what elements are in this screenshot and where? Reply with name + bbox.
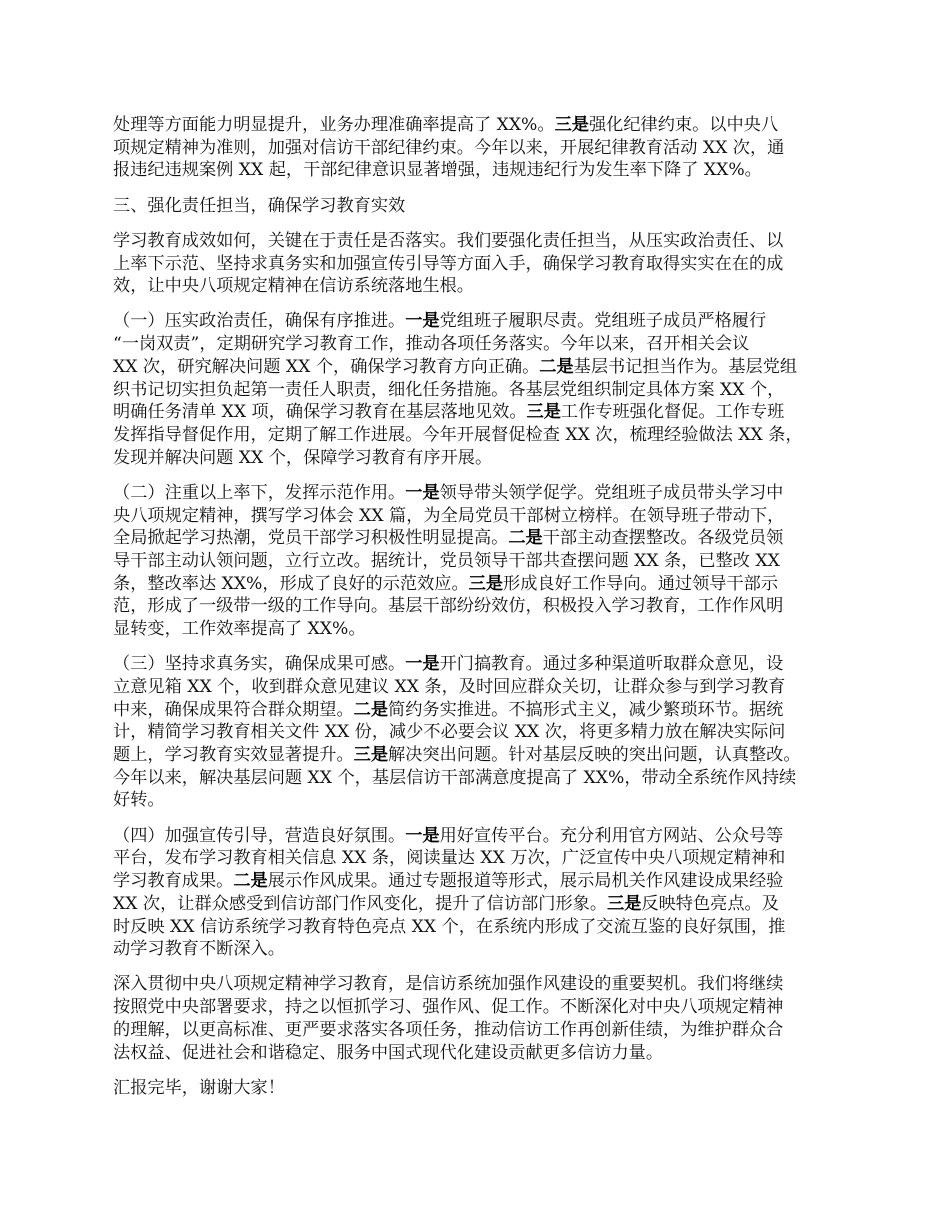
bold-keyword: 二是: [233, 871, 268, 892]
paragraph: [113, 1077, 853, 1100]
text-line: [113, 356, 853, 379]
text-line: [113, 527, 853, 550]
text-segment: 的理解，以更高标准、更严要求落实各项任务，推动信访工作再创新佳绩，为维护群众合: [113, 1019, 784, 1040]
paragraph: [113, 973, 853, 1064]
text-segment: 学习教育成效如何，关键在于责任是否落实。我们要强化责任担当，从压实政治责任、以: [113, 230, 784, 251]
text-segment: 项规定精神为准则，加强对信访干部纪律约束。今年以来，开展纪律教育活动 XX 次，通: [113, 137, 785, 158]
text-segment: 党组班子履职尽责。党组班子成员严格履行: [439, 311, 767, 332]
text-line: [113, 482, 853, 505]
text-segment: 发挥指导督促作用，定期了解工作进展。今年开展督促检查 XX 次，梳理经验做法 XX 条，: [113, 424, 803, 445]
text-line: [113, 114, 853, 137]
bold-keyword: 一是: [405, 654, 440, 675]
text-segment: 织书记切实担负起第一责任人职责，细化任务措施。各基层党组织制定具体方案 XX 个，: [113, 379, 785, 400]
text-line: [113, 424, 853, 447]
text-segment: 解决突出问题。针对基层反映的突出问题，认真整改。: [388, 745, 801, 766]
text-segment: 今年以来，解决基层问题 XX 个，基层信访干部满意度提高了 XX%，带动全系统作风持续: [113, 767, 797, 788]
text-segment: 干部主动查摆整改。各级党员领: [542, 528, 784, 549]
text-segment: 全局掀起学习热潮，党员干部学习积极性明显提高。: [113, 528, 509, 549]
text-segment: 报违纪违规案例 XX 起，干部纪律意识显著增强，违规违纪行为发生率下降了 XX%。: [113, 160, 762, 181]
text-segment: 立意见箱 XX 个，收到群众意见建议 XX 条，及时回应群众关切，让群众参与到学习教育: [113, 676, 786, 697]
text-line: [113, 870, 853, 893]
text-segment: “一岗双责”，定期研究学习教育工作，推动各项任务落实。今年以来，召开相关会议: [113, 334, 750, 355]
paragraph: [113, 310, 853, 469]
text-segment: 强化纪律约束。以中央八: [588, 115, 779, 135]
text-segment: 显转变，工作效率提高了 XX%。: [113, 619, 366, 640]
text-segment: 动学习教育不断深入。: [113, 939, 285, 960]
text-segment: 央八项规定精神，撰写学习体会 XX 篇，为全局党员干部树立榜样。在领导班子带动下，: [113, 505, 785, 526]
text-segment: XX 次，研究解决问题 XX 个，确保学习教育方向正确。: [113, 356, 540, 377]
paragraph: [113, 114, 853, 182]
text-line: [113, 847, 853, 870]
text-segment: 基层书记担当作为。基层党组: [573, 356, 798, 377]
text-line: [113, 333, 853, 356]
text-line: [113, 573, 853, 596]
bold-keyword: 一是: [405, 825, 440, 846]
text-line: [113, 505, 853, 528]
bold-keyword: 二是: [539, 356, 574, 377]
text-segment: 导干部主动认领问题，立行立改。据统计，党员领导干部共查摆问题 XX 条，已整改 XX: [113, 550, 780, 571]
text-segment: 上率下示范、坚持求真务实和加强宣传引导等方面入手，确保学习教育取得实实在在的成: [113, 253, 784, 274]
text-line: [113, 379, 853, 402]
bold-keyword: 三是: [526, 402, 561, 423]
text-segment: 法权益、促进社会和谐稳定、服务中国式现代化建设贡献更多信访力量。: [113, 1042, 664, 1063]
text-line: [113, 1042, 853, 1065]
text-segment: 展示作风成果。通过专题报道等形式，展示局机关作风建设成果经验: [267, 871, 784, 892]
text-line: [113, 825, 853, 848]
text-segment: 范，形成了一级带一级的工作导向。基层干部纷纷效仿，积极投入学习教育，工作作风明: [113, 596, 784, 617]
paragraph: [113, 482, 853, 641]
text-line: [113, 230, 853, 253]
text-line: [113, 253, 853, 276]
text-line: [113, 699, 853, 722]
paragraph: [113, 825, 853, 961]
bold-keyword: 三是: [353, 745, 389, 766]
text-segment: 汇报完毕，谢谢大家！: [113, 1077, 285, 1098]
text-line: [113, 310, 853, 333]
bold-keyword: 一是: [405, 311, 440, 332]
paragraph: [113, 230, 853, 298]
text-line: [113, 996, 853, 1019]
text-line: [113, 595, 853, 618]
text-segment: 深入贯彻中央八项规定精神学习教育，是信访系统加强作风建设的重要契机。我们将继续: [113, 974, 784, 995]
text-segment: 三、强化责任担当，确保学习教育实效: [113, 195, 406, 216]
text-line: [113, 767, 853, 790]
text-segment: （二）注重以上率下，发挥示范作用。: [113, 482, 406, 503]
text-line: [113, 275, 853, 298]
text-segment: 计，精简学习教育相关文件 XX 份，减少不必要会议 XX 次，将更多精力放在解决实际问: [113, 722, 786, 743]
text-segment: 条，整改率达 XX%，形成了良好的示范效应。: [113, 573, 469, 594]
text-line: [113, 893, 853, 916]
text-segment: 平台，发布学习教育相关信息 XX 条，阅读量达 XX 万次，广泛宣传中央八项规定精神和: [113, 848, 786, 869]
text-line: [113, 676, 853, 699]
text-segment: 效，让中央八项规定精神在信访系统落地生根。: [113, 276, 474, 297]
text-segment: 领导带头领学促学。党组班子成员带头学习中: [439, 482, 784, 503]
text-segment: 按照党中央部署要求，持之以恒抓学习、强作风、促工作。不断深化对中央八项规定精神: [113, 997, 784, 1018]
text-line: [113, 938, 853, 961]
text-line: [113, 137, 853, 160]
text-line: [113, 159, 853, 182]
bold-keyword: 三是: [468, 573, 504, 594]
text-segment: 题上，学习教育实效显著提升。: [113, 745, 354, 766]
bold-keyword: 三是: [607, 893, 642, 914]
text-segment: 处理等方面能力明显提升，业务办理准确率提高了 XX%。: [113, 115, 555, 135]
text-segment: 用好宣传平台。充分利用官方网站、公众号等: [439, 825, 784, 846]
text-line: [113, 653, 853, 676]
text-segment: 好转。: [113, 790, 165, 811]
bold-keyword: 一是: [405, 482, 440, 503]
text-segment: 明确任务清单 XX 项，确保学习教育在基层落地见效。: [113, 402, 527, 423]
text-segment: （一）压实政治责任，确保有序推进。: [113, 311, 406, 332]
text-line: [113, 1077, 853, 1100]
text-segment: 形成良好工作导向。通过领导干部示: [503, 573, 779, 594]
section-heading: [113, 195, 853, 218]
bold-keyword: 三是: [554, 115, 589, 135]
bold-keyword: 二是: [353, 699, 389, 720]
text-segment: 时反映 XX 信访系统学习教育特色亮点 XX 个，在系统内形成了交流互鉴的良好氛围，推: [113, 916, 786, 937]
text-line: [113, 550, 853, 573]
text-segment: 开门搞教育。通过多种渠道听取群众意见，设: [439, 654, 784, 675]
text-segment: （四）加强宣传引导，营造良好氛围。: [113, 825, 406, 846]
text-line: [113, 447, 853, 470]
text-segment: XX 次，让群众感受到信访部门作风变化，提升了信访部门形象。: [113, 893, 608, 914]
text-line: [113, 789, 853, 812]
text-line: [113, 916, 853, 939]
text-segment: 简约务实推进。不搞形式主义，减少繁琐环节。据统: [388, 699, 784, 720]
text-segment: 中来，确保成果符合群众期望。: [113, 699, 354, 720]
document-body: [113, 114, 853, 1112]
text-line: [113, 1019, 853, 1042]
text-segment: 学习教育成果。: [113, 871, 234, 892]
text-line: [113, 973, 853, 996]
text-segment: （三）坚持求真务实，确保成果可感。: [113, 654, 406, 675]
paragraph: [113, 653, 853, 812]
text-line: [113, 195, 853, 218]
bold-keyword: 二是: [508, 528, 543, 549]
text-line: [113, 401, 853, 424]
text-segment: 发现并解决问题 XX 个，保障学习教育有序开展。: [113, 447, 493, 468]
text-line: [113, 744, 853, 767]
text-line: [113, 721, 853, 744]
text-segment: 工作专班强化督促。工作专班: [560, 402, 785, 423]
text-line: [113, 618, 853, 641]
text-segment: 反映特色亮点。及: [641, 893, 779, 914]
